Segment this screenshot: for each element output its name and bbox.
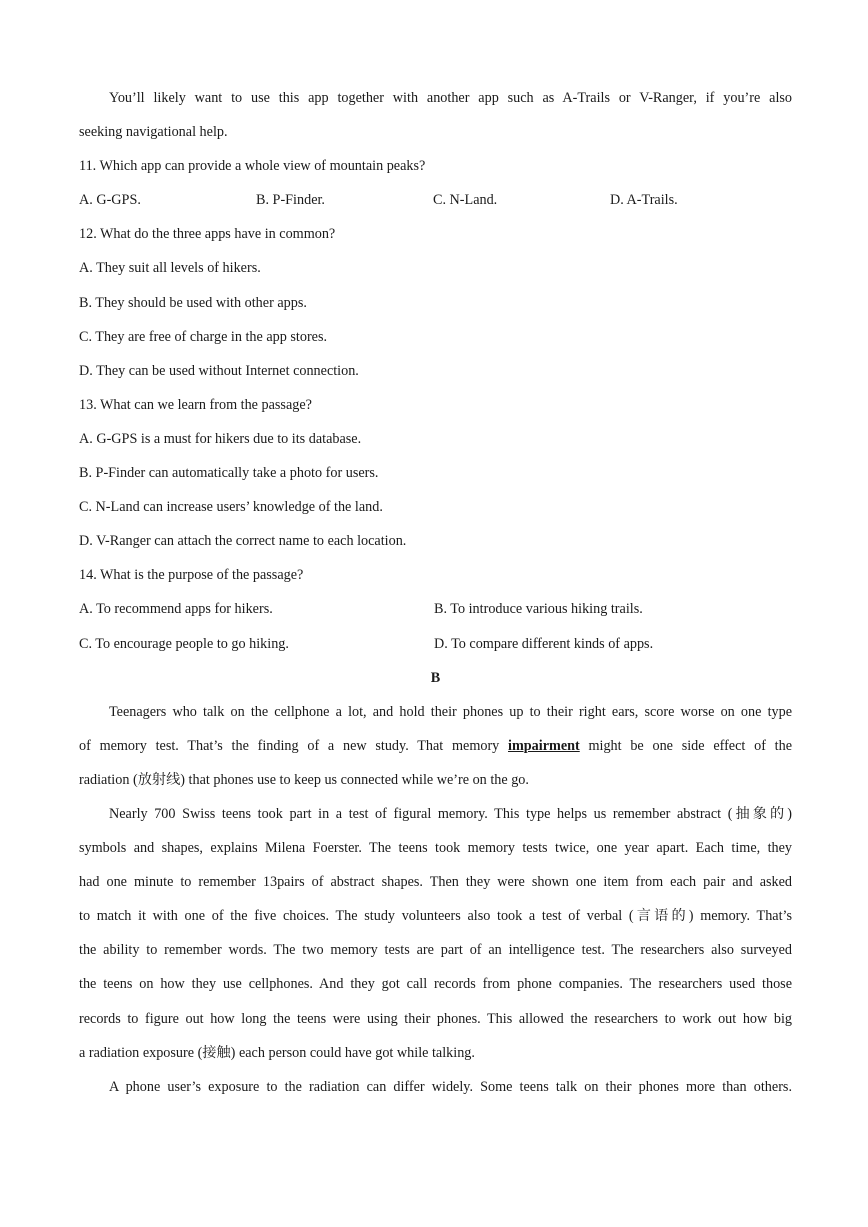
- paragraph-line: records to figure out how long the teens were using their phones. This allowed the researchers to work out how big: [79, 1010, 792, 1027]
- question-14-options-row2: [79, 630, 792, 664]
- paragraph-line: to match it with one of the five choices. The study volunteers also took a test of verbal (言语的) memory. That’s: [79, 908, 792, 925]
- option-c: C. N-Land.: [433, 192, 498, 209]
- paragraph-line: [79, 732, 792, 766]
- question-11-options: [79, 186, 792, 220]
- text-span: might be one side effect of the: [588, 737, 792, 754]
- option-a: A. G-GPS is a must for hikers due to its database.: [79, 430, 362, 447]
- question-14-stem: 14. What is the purpose of the passage?: [79, 567, 304, 584]
- question-14-options-row1: [79, 595, 792, 629]
- paragraph-line: You’ll likely want to use this app together with another app such as A-Trails or V-Ranger, if you’re also: [109, 90, 792, 106]
- option-d: D. They can be used without Internet connection.: [79, 362, 359, 379]
- option-b: B. P-Finder can automatically take a photo for users.: [79, 465, 379, 482]
- option-a: A. They suit all levels of hikers.: [79, 260, 261, 277]
- option-c: C. They are free of charge in the app stores.: [79, 328, 328, 345]
- section-heading: B: [430, 669, 441, 686]
- document-page: [79, 84, 792, 1107]
- question-12-stem: 12. What do the three apps have in common?: [79, 226, 336, 243]
- option-c: C. To encourage people to go hiking.: [79, 635, 289, 652]
- question-11-stem: 11. Which app can provide a whole view of mountain peaks?: [79, 158, 426, 175]
- paragraph-line: radiation (放射线) that phones use to keep us connected while we’re on the go.: [79, 771, 529, 788]
- option-d: D. A-Trails.: [610, 192, 678, 209]
- paragraph-line: a radiation exposure (接触) each person could have got while talking.: [79, 1044, 475, 1061]
- paragraph-line: Nearly 700 Swiss teens took part in a test of figural memory. This type helps us remember abstract (抽象的): [109, 805, 792, 822]
- option-d: D. V-Ranger can attach the correct name to each location.: [79, 533, 407, 550]
- paragraph-line: the teens on how they use cellphones. And they got call records from phone companies. The researchers used those: [79, 976, 792, 993]
- text-span: of memory test. That’s the finding of a new study. That memory: [79, 737, 500, 754]
- question-13-stem: 13. What can we learn from the passage?: [79, 396, 312, 413]
- option-b: B. To introduce various hiking trails.: [434, 601, 643, 618]
- paragraph-line: Teenagers who talk on the cellphone a lot, and hold their phones up to their right ears, score worse on one type: [109, 703, 792, 720]
- paragraph-line: symbols and shapes, explains Milena Foerster. The teens took memory tests twice, one year apart. Each time, they: [79, 840, 792, 857]
- underlined-word: impairment: [508, 737, 580, 754]
- option-b: B. They should be used with other apps.: [79, 294, 307, 311]
- paragraph-line: had one minute to remember 13pairs of abstract shapes. Then they were shown one item from each pair and asked: [79, 874, 792, 891]
- paragraph-line: the ability to remember words. The two memory tests are part of an intelligence test. The researchers also surveyed: [79, 942, 792, 959]
- paragraph-line: A phone user’s exposure to the radiation can differ widely. Some teens talk on their phones more than others.: [109, 1078, 792, 1095]
- option-c: C. N-Land can increase users’ knowledge of the land.: [79, 499, 383, 516]
- option-a: A. G-GPS.: [79, 192, 141, 209]
- paragraph-line: seeking navigational help.: [79, 124, 228, 141]
- option-a: A. To recommend apps for hikers.: [79, 601, 273, 618]
- option-b: B. P-Finder.: [256, 192, 325, 209]
- option-d: D. To compare different kinds of apps.: [434, 635, 654, 652]
